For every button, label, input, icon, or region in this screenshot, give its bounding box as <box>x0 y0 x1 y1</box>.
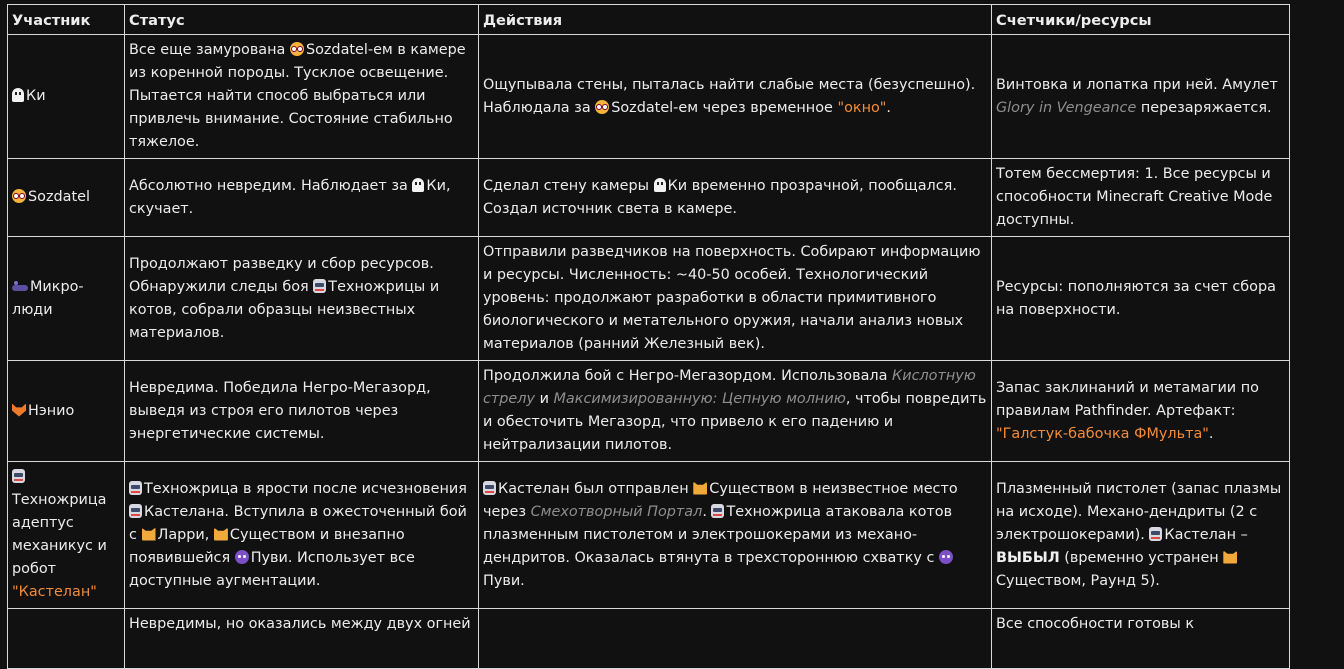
cat-icon <box>142 528 156 541</box>
participant-cell <box>8 35 125 159</box>
header-status: Статус <box>125 5 479 35</box>
resources-text: (временно устранен <box>1059 549 1224 566</box>
actions-text: Sozdatel-ем через временное <box>611 99 838 116</box>
status-cell <box>125 159 479 237</box>
status-table <box>7 4 1290 669</box>
table-wrapper <box>7 4 1289 669</box>
ghost-icon <box>412 178 424 192</box>
robot-icon <box>129 504 142 518</box>
header-actions: Действия <box>479 5 992 35</box>
header-resources: Счетчики/ресурсы <box>992 5 1290 35</box>
eliminated-label: ВЫБЫЛ <box>996 549 1060 566</box>
status-text: Кастелана. Вступила в ожесточенный бой с <box>129 503 467 543</box>
status-text: Пуви. Использует все доступные аугментации. <box>129 549 415 589</box>
actions-text: Ощупывала стены, пыталась найти слабые места (безуспешно). Наблюдала за <box>483 76 976 116</box>
creator-face-icon <box>12 189 26 203</box>
status-text: Ки, скучает. <box>129 177 451 217</box>
robot-icon <box>313 279 326 293</box>
actions-text: . <box>702 503 712 520</box>
participant-name: Техножрица адептус механикус и робот <box>12 492 107 577</box>
participant-name: Sozdatel <box>28 189 90 205</box>
actions-text: Ки временно прозрачной, пообщался. Создал источник света в камере. <box>483 177 957 217</box>
amulet-name: Glory in Vengeance <box>996 99 1137 116</box>
participant-cell <box>8 159 125 237</box>
ghost-icon <box>654 178 666 192</box>
resources-cell <box>992 462 1290 609</box>
actions-text: Продолжила бой с Негро-Мегазордом. Использовала <box>483 368 892 384</box>
actions-cell <box>479 361 992 462</box>
actions-text: и <box>535 391 554 407</box>
participant-name: Микро-люди <box>12 278 84 318</box>
resources-text: Запас заклинаний и метамагии по правилам Pathfinder. Артефакт: <box>996 379 1259 419</box>
robot-icon <box>483 481 496 495</box>
actions-text: . <box>886 99 891 116</box>
status-text: Существом и внезапно появившейся <box>129 526 405 566</box>
status-cell <box>125 237 479 361</box>
ant-icon <box>12 281 28 293</box>
creator-face-icon <box>290 42 304 56</box>
actions-text: Сделал стену камеры <box>483 177 654 194</box>
actions-text: , чтобы повредить и обесточить Мегазорд, что привело к его падению и нейтрализации пилотов. <box>483 391 987 453</box>
ghost-icon <box>12 88 24 102</box>
creator-face-icon <box>595 100 609 114</box>
participant-name: Нэнио <box>28 402 75 419</box>
actions-text: Кастелан был отправлен <box>498 480 694 497</box>
table-row <box>8 159 1290 237</box>
cat-icon <box>693 482 707 495</box>
table-row <box>8 361 1290 462</box>
status-cell <box>125 462 479 609</box>
table-header-row <box>8 5 1290 35</box>
actions-cell <box>479 462 992 609</box>
devil-icon <box>235 550 249 564</box>
resources-cell: Тотем бессмертия: 1. Все ресурсы и способности Minecraft Creative Mode доступны. <box>992 159 1290 237</box>
status-text: Sozdatel-ем в камере из коренной породы. Тусклое освещение. Пытается найти способ выбраться или привлечь внимание. Состояние стабильно тяжелое. <box>129 42 466 150</box>
fox-icon <box>12 404 26 417</box>
window-link[interactable]: "окно" <box>837 99 887 116</box>
cat-icon <box>214 528 228 541</box>
participant-cell <box>8 609 125 669</box>
status-cell: Невредима. Победила Негро-Мегазорд, выведя из строя его пилотов через энергетические системы. <box>125 361 479 462</box>
actions-cell <box>479 609 992 669</box>
resources-cell: Все способности готовы к <box>992 609 1290 669</box>
spell-name: Кислотную стрелу <box>483 368 976 407</box>
portal-name: Смехотворный Портал <box>530 503 703 520</box>
robot-icon <box>12 469 25 483</box>
resources-text: Существом, Раунд 5). <box>996 572 1160 589</box>
status-text: Все еще замурована <box>129 42 290 58</box>
participant-cell <box>8 462 125 609</box>
status-cell <box>125 35 479 159</box>
status-text: Техножрицы и котов, собрали образцы неизвестных материалов. <box>129 278 440 341</box>
actions-text: Существом в неизвестное место через <box>483 480 958 520</box>
devil-icon <box>939 550 953 564</box>
robot-icon <box>129 481 142 495</box>
status-text: Ларри, <box>157 526 214 543</box>
resources-cell <box>992 35 1290 159</box>
status-text: Техножрица в ярости после исчезновения <box>144 480 467 497</box>
spell-name: Максимизированную: Цепную молнию <box>553 391 846 407</box>
cat-icon <box>1223 551 1237 564</box>
actions-cell: Отправили разведчиков на поверхность. Собирают информацию и ресурсы. Численность: ~40-50 особей. Технологический уровень: продолжают разработки в области примитивного биологического и метательного оружия, начали анализ новых материалов (ранний Железный век). <box>479 237 992 361</box>
resources-text: перезаряжается. <box>1136 99 1272 116</box>
actions-text: Техножрица атаковала котов плазменным пистолетом и электрошокерами из механо-дендритов. Оказалась втянута в трехстороннюю схватку с <box>483 503 953 566</box>
castellan-link[interactable]: "Кастелан" <box>12 584 97 600</box>
resources-text: Плазменный пистолет (запас плазмы на исходе). Механо-дендриты (2 с электрошокерами). <box>996 480 1282 543</box>
status-cell: Невредимы, но оказались между двух огней <box>125 609 479 669</box>
actions-cell <box>479 35 992 159</box>
table-row <box>8 462 1290 609</box>
resources-cell: Ресурсы: пополняются за счет сбора на поверхности. <box>992 237 1290 361</box>
header-participant: Участник <box>8 5 125 35</box>
artifact-link[interactable]: "Галстук-бабочка ФМульта" <box>996 425 1209 442</box>
status-text: Абсолютно невредим. Наблюдает за <box>129 177 413 194</box>
status-text: Продолжают разведку и сбор ресурсов. Обнаружили следы боя <box>129 255 434 295</box>
participant-cell <box>8 361 125 462</box>
table-row <box>8 609 1290 669</box>
resources-text: . <box>1208 425 1214 442</box>
actions-text: Пуви. <box>483 572 525 589</box>
participant-name: Ки <box>26 88 46 104</box>
table-row <box>8 35 1290 159</box>
robot-icon <box>711 504 724 518</box>
resources-text: Кастелан – <box>1164 526 1248 543</box>
resources-text: Винтовка и лопатка при ней. Амулет <box>996 76 1278 93</box>
robot-icon <box>1149 527 1162 541</box>
table-row <box>8 237 1290 361</box>
actions-cell <box>479 159 992 237</box>
resources-cell <box>992 361 1290 462</box>
participant-cell <box>8 237 125 361</box>
